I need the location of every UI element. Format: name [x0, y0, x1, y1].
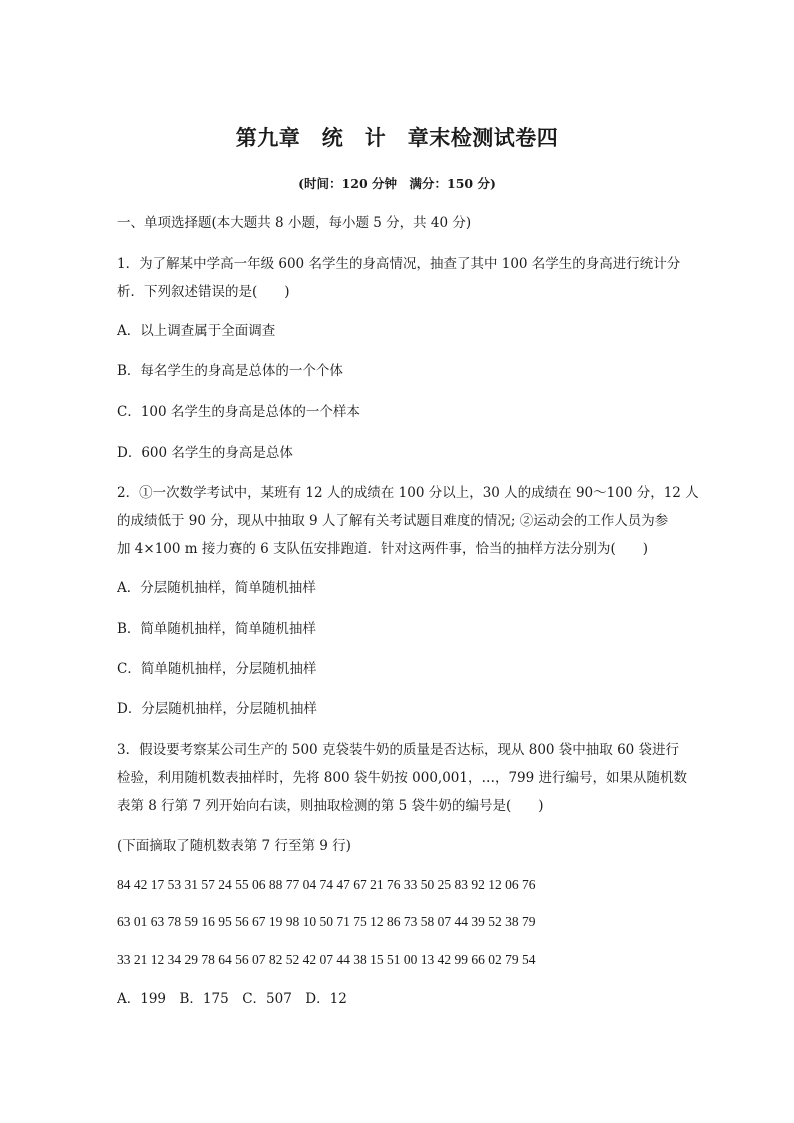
random-table-row-9: 33 21 12 34 29 78 64 56 07 82 52 42 07 44 38 15 51 00 13 42 99 66 02 79 54 — [117, 952, 536, 967]
section-heading: 一、单项选择题(本大题共 8 小题，每小题 5 分，共 40 分) — [117, 215, 472, 231]
q3-options: A．199 B．175 C．507 D．12 — [117, 991, 347, 1007]
q3-stem-line3: 表第 8 行第 7 列开始向右读，则抽取检测的第 5 袋牛奶的编号是( ) — [117, 798, 544, 814]
q3-stem-line1: 3．假设要考察某公司生产的 500 克袋装牛奶的质量是否达标，现从 800 袋中抽取 60 袋进行 — [117, 742, 680, 758]
random-table-row-7: 84 42 17 53 31 57 24 55 06 88 77 04 74 47 67 21 76 33 50 25 83 92 12 06 76 — [117, 877, 536, 892]
q2-stem-line2: 的成绩低于 90 分，现从中抽取 9 人了解有关考试题目难度的情况; ②运动会的工作人员为参 — [117, 513, 669, 529]
q2-option-b: B．简单随机抽样，简单随机抽样 — [117, 621, 316, 637]
q3-stem-line2: 检验，利用随机数表抽样时，先将 800 袋牛奶按 000,001，…，799 进行编号，如果从随机数 — [117, 770, 688, 786]
q1-stem-line2: 析．下列叙述错误的是( ) — [117, 284, 290, 300]
random-table-row-8: 63 01 63 78 59 16 95 56 67 19 98 10 50 71 75 12 86 73 58 07 44 39 52 38 79 — [117, 914, 536, 929]
page-title: 第九章 统 计 章末检测试卷四 — [235, 125, 559, 150]
q2-option-d: D．分层随机抽样，分层随机抽样 — [117, 701, 317, 717]
q1-option-b: B．每名学生的身高是总体的一个个体 — [117, 363, 343, 379]
q3-table-note: (下面摘取了随机数表第 7 行至第 9 行) — [117, 838, 351, 854]
q2-option-a: A．分层随机抽样，简单随机抽样 — [117, 580, 316, 596]
q2-stem-line3: 加 4×100 m 接力赛的 6 支队伍安排跑道．针对这两件事，恰当的抽样方法分别为( ) — [117, 541, 649, 557]
q1-option-c: C．100 名学生的身高是总体的一个样本 — [117, 404, 360, 420]
q1-option-a: A．以上调查属于全面调查 — [117, 323, 276, 339]
exam-time-score: (时间：120 分钟 满分：150 分) — [298, 176, 496, 191]
q1-option-d: D．600 名学生的身高是总体 — [117, 445, 293, 461]
q2-stem-line1: 2．①一次数学考试中，某班有 12 人的成绩在 100 分以上，30 人的成绩在 90～100 分，12 人 — [117, 485, 699, 501]
q2-option-c: C．简单随机抽样，分层随机抽样 — [117, 661, 317, 677]
q1-stem-line1: 1．为了解某中学高一年级 600 名学生的身高情况，抽查了其中 100 名学生的身高进行统计分 — [117, 256, 681, 272]
